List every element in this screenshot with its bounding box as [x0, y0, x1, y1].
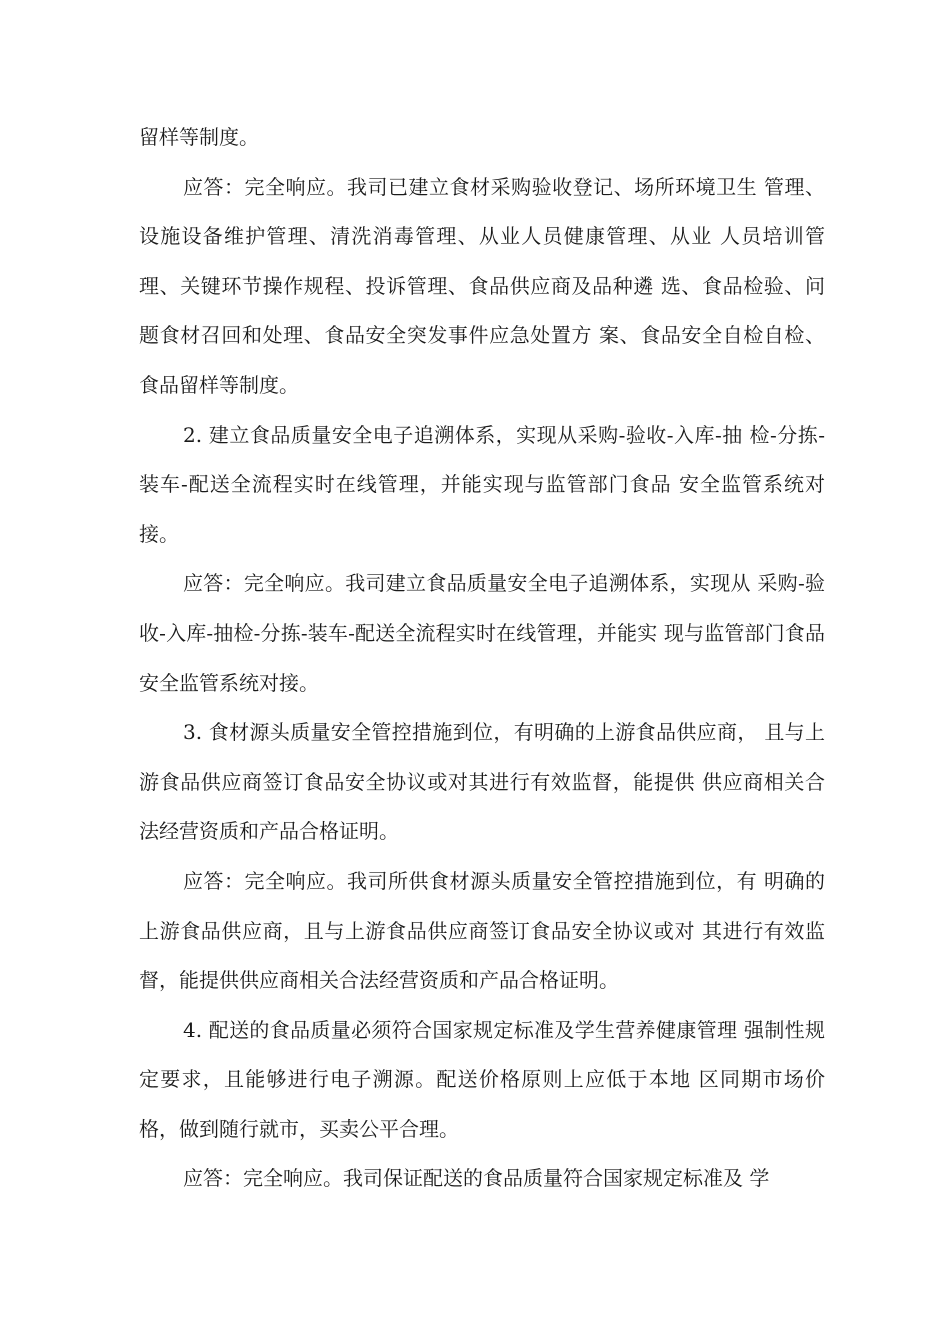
paragraph-response-4: 应答：完全响应。我司保证配送的食品质量符合国家规定标准及 学 [183, 1166, 770, 1191]
paragraph-requirement-3: 3. 食材源头质量安全管控措施到位，有明确的上游食品供应商， 且与上游食品供应商签订食品安全协议或对其进行有效监督，能提供 供应商相关合法经营资质和产品合格证明。 [139, 720, 825, 844]
paragraph-requirement-4: 4. 配送的食品质量必须符合国家规定标准及学生营养健康管理 强制性规定要求，且能够进行电子溯源。配送价格原则上应低于本地 区同期市场价格，做到随行就市，买卖公平合理。 [139, 1017, 825, 1141]
paragraph-response-1: 应答：完全响应。我司已建立食材采购验收登记、场所环境卫生 管理、设施设备维护管理、清洗消毒管理、从业人员健康管理、从业 人员培训管理、关键环节操作规程、投诉管理、食品供应商及品种遴 选、食品检验、问题食材召回和处理、食品安全突发事件应急处置方 案、食品安全自检自检、食品留样等制度。 [139, 174, 825, 397]
paragraph-response-3: 应答：完全响应。我司所供食材源头质量安全管控措施到位，有 明确的上游食品供应商，且与上游食品供应商签订食品安全协议或对 其进行有效监督，能提供供应商相关合法经营资质和产品合格证明。 [139, 868, 825, 993]
document-body [139, 113, 825, 1204]
paragraph-requirement-2: 2. 建立食品质量安全电子追溯体系，实现从采购-验收-入库-抽 检-分拣-装车-配送全流程实时在线管理，并能实现与监管部门食品 安全监管系统对接。 [139, 422, 825, 546]
paragraph-continuation: 留样等制度。 [139, 125, 259, 149]
paragraph-response-2: 应答：完全响应。我司建立食品质量安全电子追溯体系，实现从 采购-验收-入库-抽检-分拣-装车-配送全流程实时在线管理，并能实 现与监管部门食品安全监管系统对接。 [139, 571, 825, 695]
